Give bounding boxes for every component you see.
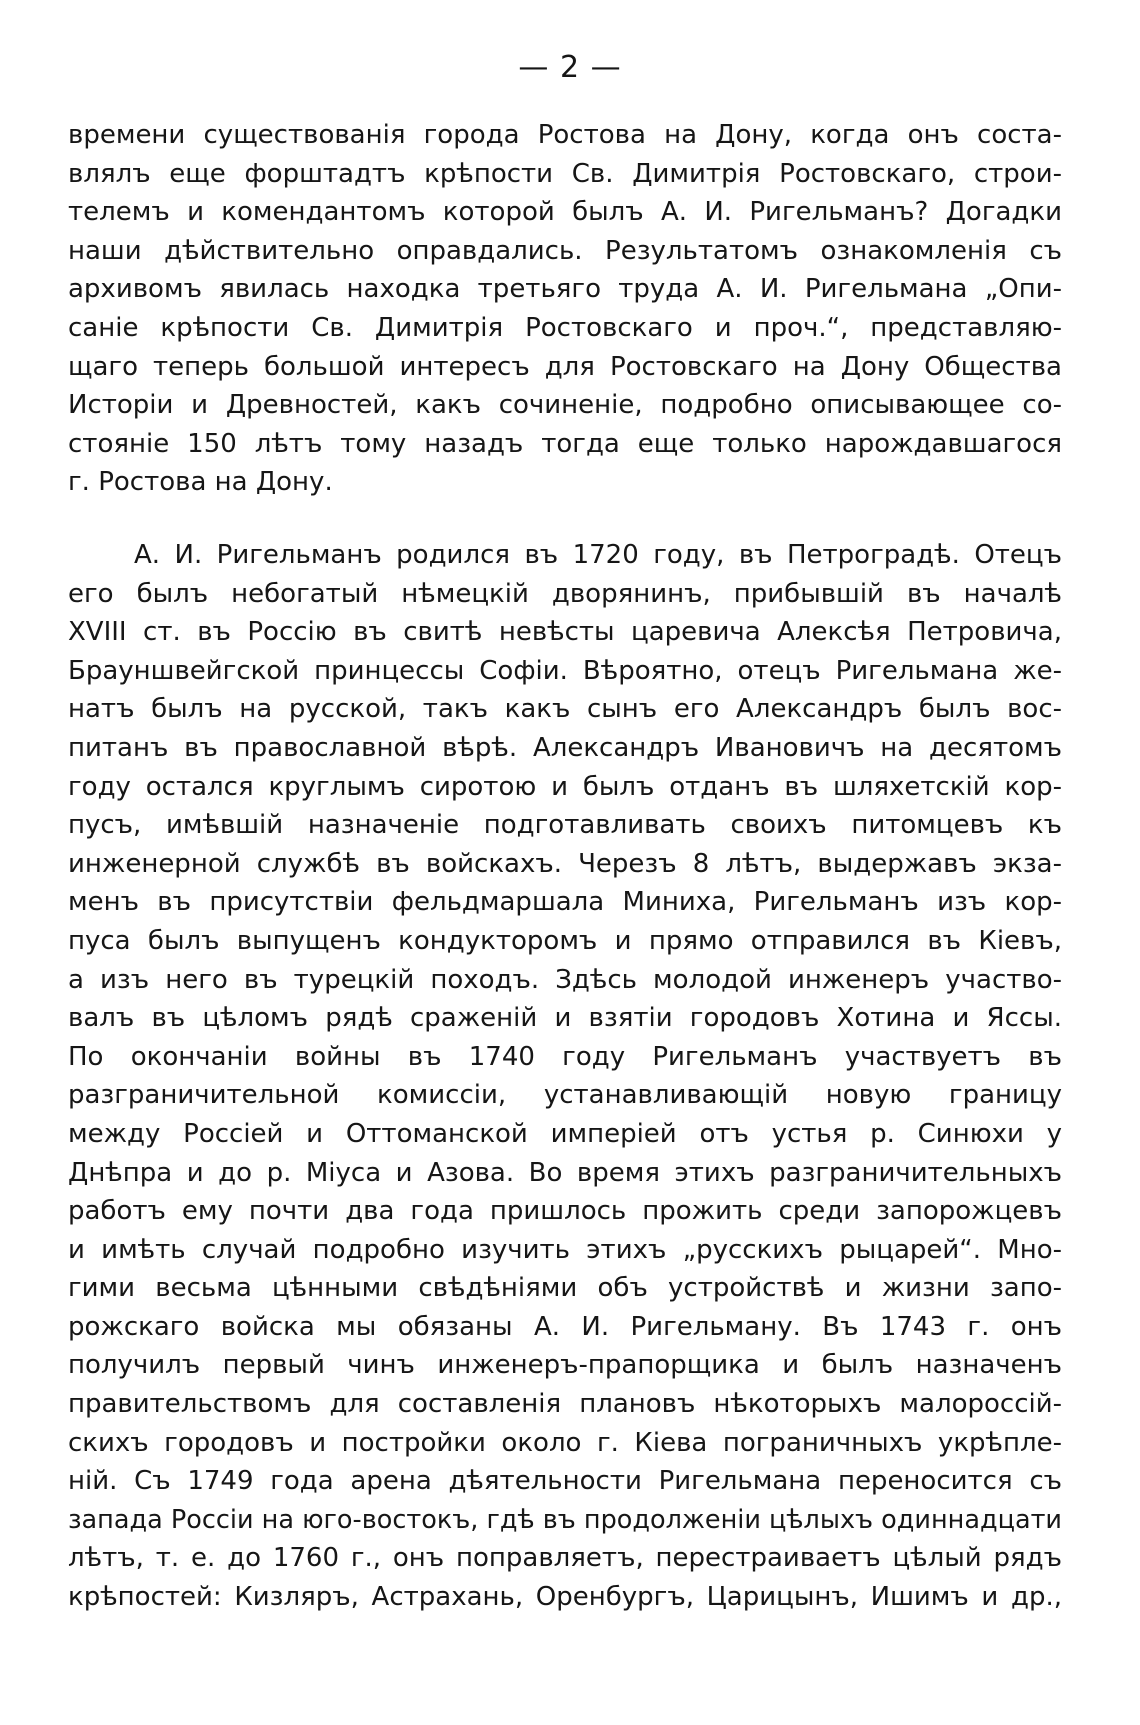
text-line: пусъ, имѣвшій назначеніе подготавливать своихъ питомцевъ къ — [68, 810, 1062, 841]
text-line: инженерной службѣ въ войскахъ. Черезъ 8 лѣтъ, выдержавъ экза- — [68, 848, 1062, 879]
text-line: натъ былъ на русской, такъ какъ сынъ его Александръ былъ вос- — [68, 694, 1062, 725]
text-line: влялъ еще форштадтъ крѣпости Св. Димитрія Ростовскаго, строи- — [68, 158, 1062, 189]
text-line: Днѣпра и до р. Міуса и Азова. Во время этихъ разграничительныхъ — [68, 1157, 1062, 1188]
text-line: саніе крѣпости Св. Димитрія Ростовскаго и проч.“, представляю- — [68, 312, 1062, 343]
text-line: лѣтъ, т. е. до 1760 г., онъ поправляетъ, перестраиваетъ цѣлый рядъ — [68, 1543, 1062, 1574]
text-line: ній. Съ 1749 года арена дѣятельности Ригельмана переносится съ — [68, 1466, 1062, 1497]
text-line: работъ ему почти два года пришлось прожить среди запорожцевъ — [68, 1196, 1062, 1227]
text-line: рожскаго войска мы обязаны А. И. Ригельману. Въ 1743 г. онъ — [68, 1311, 1062, 1342]
text-line: правительствомъ для составленія плановъ нѣкоторыхъ малороссій- — [68, 1389, 1062, 1420]
text-line: менъ въ присутствіи фельдмаршала Миниха, Ригельманъ изъ кор- — [68, 887, 1062, 918]
paragraph-2 — [68, 536, 1062, 1617]
text-line: XVIII ст. въ Россію въ свитѣ невѣсты царевича Алексѣя Петровича, — [68, 617, 1062, 648]
text-line: его былъ небогатый нѣмецкій дворянинъ, прибывшій въ началѣ — [68, 578, 1062, 609]
text-line: пуса былъ выпущенъ кондукторомъ и прямо отправился въ Кіевъ, — [68, 925, 1062, 956]
text-line: между Россіей и Оттоманской имперіей отъ устья р. Синюхи у — [68, 1118, 1062, 1149]
text-line: По окончаніи войны въ 1740 году Ригельманъ участвуетъ въ — [68, 1041, 1062, 1072]
text-line: году остался круглымъ сиротою и былъ отданъ въ шляхетскій кор- — [68, 771, 1062, 802]
text-line: наши дѣйствительно оправдались. Результатомъ ознакомленія съ — [68, 235, 1062, 266]
text-line: телемъ и комендантомъ которой былъ А. И. Ригельманъ? Догадки — [68, 197, 1062, 228]
text-line: г. Ростова на Дону. — [68, 467, 333, 498]
text-line: стояніе 150 лѣтъ тому назадъ тогда еще только нарождавшагося — [68, 428, 1062, 459]
text-line: питанъ въ православной вѣрѣ. Александръ Ивановичъ на десятомъ — [68, 732, 1062, 763]
text-line: времени существованія города Ростова на Дону, когда онъ соста- — [68, 120, 1062, 150]
text-line: Исторіи и Древностей, какъ сочиненіе, подробно описывающее со- — [68, 390, 1062, 421]
text-line: запада Россіи на юго-востокъ, гдѣ въ продолженіи цѣлыхъ одиннадцати — [68, 1504, 1062, 1535]
text-line: скихъ городовъ и постройки около г. Кіева пограничныхъ укрѣпле- — [68, 1427, 1062, 1458]
page-number: — 2 — — [518, 50, 622, 85]
text-line: крѣпостей: Кизляръ, Астрахань, Оренбургъ, Царицынъ, Ишимъ и др., — [68, 1582, 1062, 1613]
text-line: валъ въ цѣломъ рядѣ сраженій и взятіи городовъ Хотина и Яссы. — [68, 1003, 1062, 1034]
text-line: и имѣть случай подробно изучить этихъ „русскихъ рыцарей“. Мно- — [68, 1234, 1062, 1265]
text-line: гими весьма цѣнными свѣдѣніями объ устройствѣ и жизни запо- — [68, 1273, 1062, 1304]
text-line: Брауншвейгской принцессы Софіи. Вѣроятно, отецъ Ригельмана же- — [68, 655, 1062, 686]
paragraph-1 — [68, 116, 1062, 502]
text-line: щаго теперь большой интересъ для Ростовскаго на Дону Общества — [68, 351, 1062, 382]
text-line: А. И. Ригельманъ родился въ 1720 году, въ Петроградѣ. Отецъ — [134, 540, 1062, 570]
text-line: архивомъ явилась находка третьяго труда А. И. Ригельмана „Опи- — [68, 274, 1062, 305]
text-line: а изъ него въ турецкій походъ. Здѣсь молодой инженеръ участво- — [68, 964, 1062, 995]
text-line: получилъ первый чинъ инженеръ-прапорщика и былъ назначенъ — [68, 1350, 1062, 1381]
text-line: разграничительной комиссіи, устанавливающій новую границу — [68, 1080, 1062, 1111]
